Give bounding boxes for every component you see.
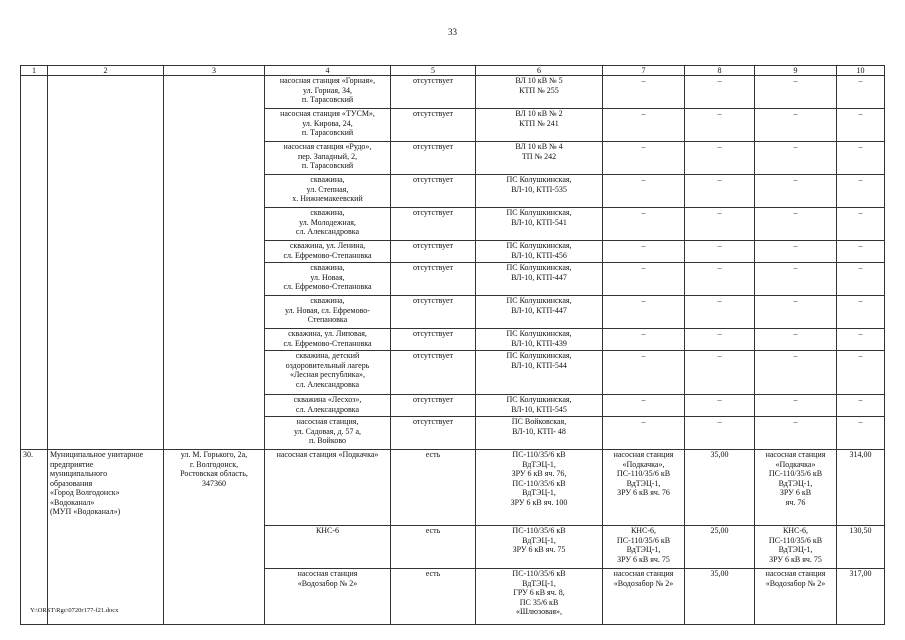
table-cell: скважина, ул. Новая, сл. Ефремово- Степановка	[265, 296, 391, 329]
table-cell: ПС-110/35/6 кВ ВдТЭЦ-1, ГРУ 6 кВ яч. 8, ПС 35/6 кВ «Шлюзовая»,	[476, 569, 603, 625]
table-cell: 35,00	[685, 569, 755, 625]
table-cell: есть	[391, 569, 476, 625]
table-cell: –	[755, 76, 837, 109]
table-cell: скважина, ул. Липовая, сл. Ефремово-Степановка	[265, 329, 391, 351]
table-cell: насосная станция «ТУСМ», ул. Кирова, 24, п. Тарасовский	[265, 109, 391, 142]
header-row	[21, 66, 885, 76]
table-cell: скважина, ул. Молодежная, сл. Александровка	[265, 208, 391, 241]
table-cell: ВЛ 10 кВ № 4 ТП № 242	[476, 142, 603, 175]
file-path: Y:\ORST\Rgc\0720r177-f21.docx	[30, 607, 119, 614]
table-cell: –	[755, 109, 837, 142]
table-cell: отсутствует	[391, 296, 476, 329]
table-cell: ПС-110/35/6 кВ ВдТЭЦ-1, ЗРУ 6 кВ яч. 75	[476, 526, 603, 569]
table-cell	[48, 76, 164, 450]
column-header: 7	[603, 66, 685, 76]
table-cell: насосная станция, ул. Садовая, д. 57 а, п. Войково	[265, 417, 391, 450]
table-cell: 35,00	[685, 450, 755, 526]
table-cell: есть	[391, 450, 476, 526]
table-cell: ПС Колушкинская, ВЛ-10, КТП-541	[476, 208, 603, 241]
table-cell: –	[603, 208, 685, 241]
table-row	[21, 450, 885, 526]
table-cell: –	[837, 109, 885, 142]
table-cell: Муниципальное унитарное предприятие муниципального образования «Город Волгодонск» «Водоканал» (МУП «Водоканал»)	[48, 450, 164, 625]
table-cell: ПС Колушкинская, ВЛ-10, КТП-544	[476, 351, 603, 395]
table-cell: ул. М. Горького, 2а, г. Волгодонск, Ростовская область, 347360	[164, 450, 265, 625]
column-header: 8	[685, 66, 755, 76]
table-cell: –	[685, 263, 755, 296]
table-cell: насосная станция «Водозабор № 2»	[603, 569, 685, 625]
table-cell: отсутствует	[391, 395, 476, 417]
table-cell: –	[837, 417, 885, 450]
table-cell: –	[685, 241, 755, 263]
table-cell: насосная станция «Подкачка»	[265, 450, 391, 526]
table-cell: ПС Колушкинская, ВЛ-10, КТП-535	[476, 175, 603, 208]
table-cell: –	[603, 417, 685, 450]
table-cell: –	[685, 142, 755, 175]
table-cell: насосная станция «Подкачка», ПС-110/35/6 кВ ВдТЭЦ-1, ЗРУ 6 кВ яч. 76	[603, 450, 685, 526]
table-row	[21, 76, 885, 109]
table-cell: –	[837, 208, 885, 241]
page-number: 33	[448, 27, 457, 37]
column-header: 6	[476, 66, 603, 76]
table-cell: –	[603, 329, 685, 351]
table-cell: скважина, ул. Новая, сл. Ефремово-Степановка	[265, 263, 391, 296]
column-header: 3	[164, 66, 265, 76]
column-header: 1	[21, 66, 48, 76]
table-cell: –	[837, 395, 885, 417]
table-cell: насосная станция «Водозабор № 2»	[265, 569, 391, 625]
table-cell: –	[685, 395, 755, 417]
table-cell: –	[685, 329, 755, 351]
table-cell: –	[755, 175, 837, 208]
table-cell: –	[755, 395, 837, 417]
table-cell: ПС Колушкинская, ВЛ-10, КТП-545	[476, 395, 603, 417]
table-cell: отсутствует	[391, 263, 476, 296]
table-cell: –	[603, 142, 685, 175]
table-cell: –	[685, 208, 755, 241]
table-cell: –	[755, 208, 837, 241]
table-cell: есть	[391, 526, 476, 569]
table-cell: –	[837, 76, 885, 109]
table-cell: –	[685, 417, 755, 450]
table-cell: –	[603, 76, 685, 109]
column-header: 4	[265, 66, 391, 76]
table-cell: –	[685, 175, 755, 208]
table-cell: –	[837, 329, 885, 351]
table-cell: –	[685, 351, 755, 395]
table-cell: –	[837, 241, 885, 263]
table-cell: отсутствует	[391, 241, 476, 263]
table-cell: 25,00	[685, 526, 755, 569]
table-cell: КНС-6, ПС-110/35/6 кВ ВдТЭЦ-1, ЗРУ 6 кВ яч. 75	[755, 526, 837, 569]
table-cell: –	[603, 395, 685, 417]
registry-table	[20, 65, 885, 625]
table-cell: отсутствует	[391, 351, 476, 395]
table-cell: КНС-6, ПС-110/35/6 кВ ВдТЭЦ-1, ЗРУ 6 кВ яч. 75	[603, 526, 685, 569]
table-cell: ВЛ 10 кВ № 5 КТП № 255	[476, 76, 603, 109]
table-cell: ПС Колушкинская, ВЛ-10, КТП-447	[476, 296, 603, 329]
table-cell: отсутствует	[391, 417, 476, 450]
table-cell	[21, 76, 48, 450]
table-cell: –	[837, 175, 885, 208]
table-cell: насосная станция «Рудо», пер. Западный, 2, п. Тарасовский	[265, 142, 391, 175]
table-cell: скважина, детский оздоровительный лагерь «Лесная республика», сл. Александровка	[265, 351, 391, 395]
table-cell: насосная станция «Водозабор № 2»	[755, 569, 837, 625]
table-cell: –	[837, 296, 885, 329]
column-header: 10	[837, 66, 885, 76]
table-cell: отсутствует	[391, 142, 476, 175]
table-cell: ПС Войковская, ВЛ-10, КТП- 48	[476, 417, 603, 450]
table-cell: ПС-110/35/6 кВ ВдТЭЦ-1, ЗРУ 6 кВ яч. 76, ПС-110/35/6 кВ ВдТЭЦ-1, ЗРУ 6 кВ яч. 100	[476, 450, 603, 526]
table-cell: отсутствует	[391, 76, 476, 109]
column-header: 5	[391, 66, 476, 76]
table-cell: –	[755, 329, 837, 351]
table-cell: насосная станция «Подкачка» ПС-110/35/6 кВ ВдТЭЦ-1, ЗРУ 6 кВ яч. 76	[755, 450, 837, 526]
table-cell: –	[755, 296, 837, 329]
table-cell: –	[755, 417, 837, 450]
column-header: 9	[755, 66, 837, 76]
table-cell: –	[685, 76, 755, 109]
table-cell: скважина, ул. Степная, х. Нижнемакеевский	[265, 175, 391, 208]
table-cell: скважина «Лесхоз», сл. Александровка	[265, 395, 391, 417]
table-cell: –	[755, 263, 837, 296]
table-cell: –	[837, 351, 885, 395]
column-header: 2	[48, 66, 164, 76]
table-cell: –	[755, 241, 837, 263]
table-cell: –	[603, 351, 685, 395]
table-cell: 314,00	[837, 450, 885, 526]
table-cell: отсутствует	[391, 329, 476, 351]
table-cell: –	[837, 142, 885, 175]
table-cell: –	[603, 263, 685, 296]
table-cell: –	[603, 109, 685, 142]
table-cell: –	[755, 142, 837, 175]
table-cell: КНС-6	[265, 526, 391, 569]
table-cell: ПС Колушкинская, ВЛ-10, КТП-456	[476, 241, 603, 263]
table-cell: –	[603, 241, 685, 263]
table-cell: 317,00	[837, 569, 885, 625]
table-cell: –	[603, 296, 685, 329]
table-cell: ПС Колушкинская, ВЛ-10, КТП-447	[476, 263, 603, 296]
table-cell: отсутствует	[391, 109, 476, 142]
table-cell: 30.	[21, 450, 48, 625]
table-cell: отсутствует	[391, 208, 476, 241]
table-cell: –	[685, 296, 755, 329]
table-cell: –	[685, 109, 755, 142]
table-cell: ВЛ 10 кВ № 2 КТП № 241	[476, 109, 603, 142]
table-cell: насосная станция «Горная», ул. Горная, 34, п. Тарасовский	[265, 76, 391, 109]
table-cell: ПС Колушкинская, ВЛ-10, КТП-439	[476, 329, 603, 351]
table-cell: –	[837, 263, 885, 296]
table-cell	[164, 76, 265, 450]
table-cell: отсутствует	[391, 175, 476, 208]
table-cell: –	[755, 351, 837, 395]
table-cell: 130,50	[837, 526, 885, 569]
table-cell: –	[603, 175, 685, 208]
table-cell: скважина, ул. Ленина, сл. Ефремово-Степановка	[265, 241, 391, 263]
